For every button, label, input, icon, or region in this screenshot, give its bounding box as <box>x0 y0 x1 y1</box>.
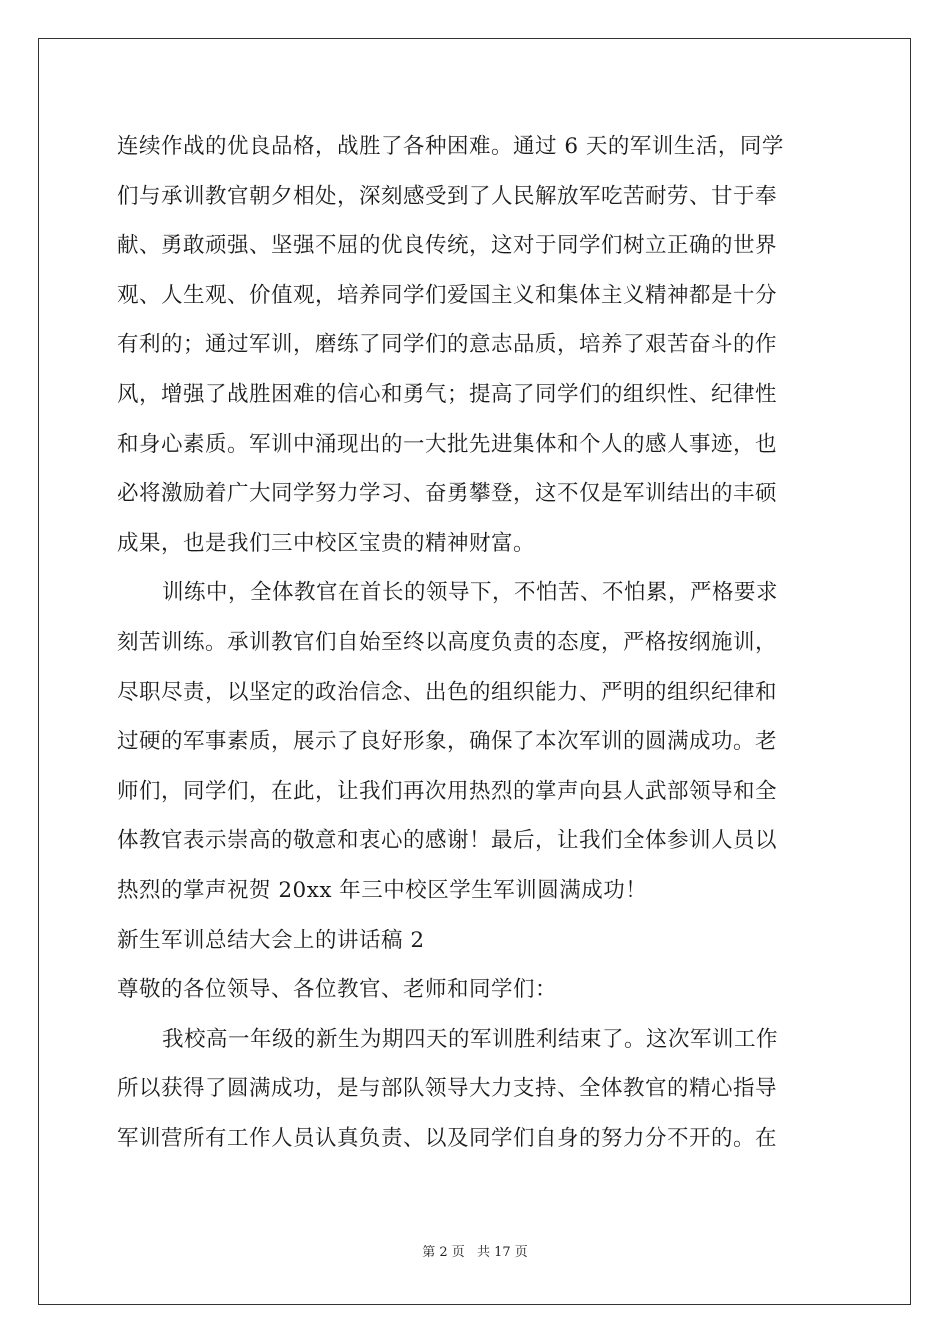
text-line: 热烈的掌声祝贺 20xx 年三中校区学生军训圆满成功！ <box>117 877 648 903</box>
text-line: 体教官表示崇高的敬意和衷心的感谢！最后，让我们全体参训人员以 <box>117 828 778 854</box>
text-line: 军训营所有工作人员认真负责、以及同学们自身的努力分不开的。在 <box>117 1125 778 1151</box>
text-line: 刻苦训练。承训教官们自始至终以高度负责的态度，严格按纲施训， <box>117 629 778 655</box>
paragraph-first-line: 我校高一年级的新生为期四天的军训胜利结束了。这次军训工作 <box>162 1026 779 1052</box>
text-line: 和身心素质。军训中涌现出的一大批先进集体和个人的感人事迹，也 <box>117 431 778 457</box>
document-body <box>117 122 833 1163</box>
text-line: 风，增强了战胜困难的信心和勇气；提高了同学们的组织性、纪律性 <box>117 381 778 407</box>
page-footer <box>0 1244 950 1262</box>
page-number: 第 2 页 <box>422 1245 465 1260</box>
text-line: 成果，也是我们三中校区宝贵的精神财富。 <box>117 530 536 556</box>
page-total: 共 17 页 <box>476 1245 528 1260</box>
text-line: 尽职尽责，以坚定的政治信念、出色的组织能力、严明的组织纪律和 <box>117 679 778 705</box>
text-line: 献、勇敢顽强、坚强不屈的优良传统，这对于同学们树立正确的世界 <box>117 233 778 259</box>
text-line: 过硬的军事素质，展示了良好形象，确保了本次军训的圆满成功。老 <box>117 729 778 755</box>
salutation: 尊敬的各位领导、各位教官、老师和同学们： <box>117 977 558 1003</box>
text-line: 观、人生观、价值观，培养同学们爱国主义和集体主义精神都是十分 <box>117 282 778 308</box>
text-line: 连续作战的优良品格，战胜了各种困难。通过 6 天的军训生活，同学 <box>117 134 784 159</box>
text-line: 有利的；通过军训，磨练了同学们的意志品质，培养了艰苦奋斗的作 <box>117 332 778 358</box>
section-heading: 新生军训总结大会上的讲话稿 2 <box>117 927 425 953</box>
text-line: 师们，同学们，在此，让我们再次用热烈的掌声向县人武部领导和全 <box>117 778 778 804</box>
text-line: 所以获得了圆满成功，是与部队领导大力支持、全体教官的精心指导 <box>117 1076 778 1102</box>
text-line: 们与承训教官朝夕相处，深刻感受到了人民解放军吃苦耐劳、甘于奉 <box>117 183 778 209</box>
text-line: 必将激励着广大同学努力学习、奋勇攀登，这不仅是军训结出的丰硕 <box>117 481 778 507</box>
paragraph-first-line: 训练中，全体教官在首长的领导下，不怕苦、不怕累，严格要求 <box>162 580 779 606</box>
